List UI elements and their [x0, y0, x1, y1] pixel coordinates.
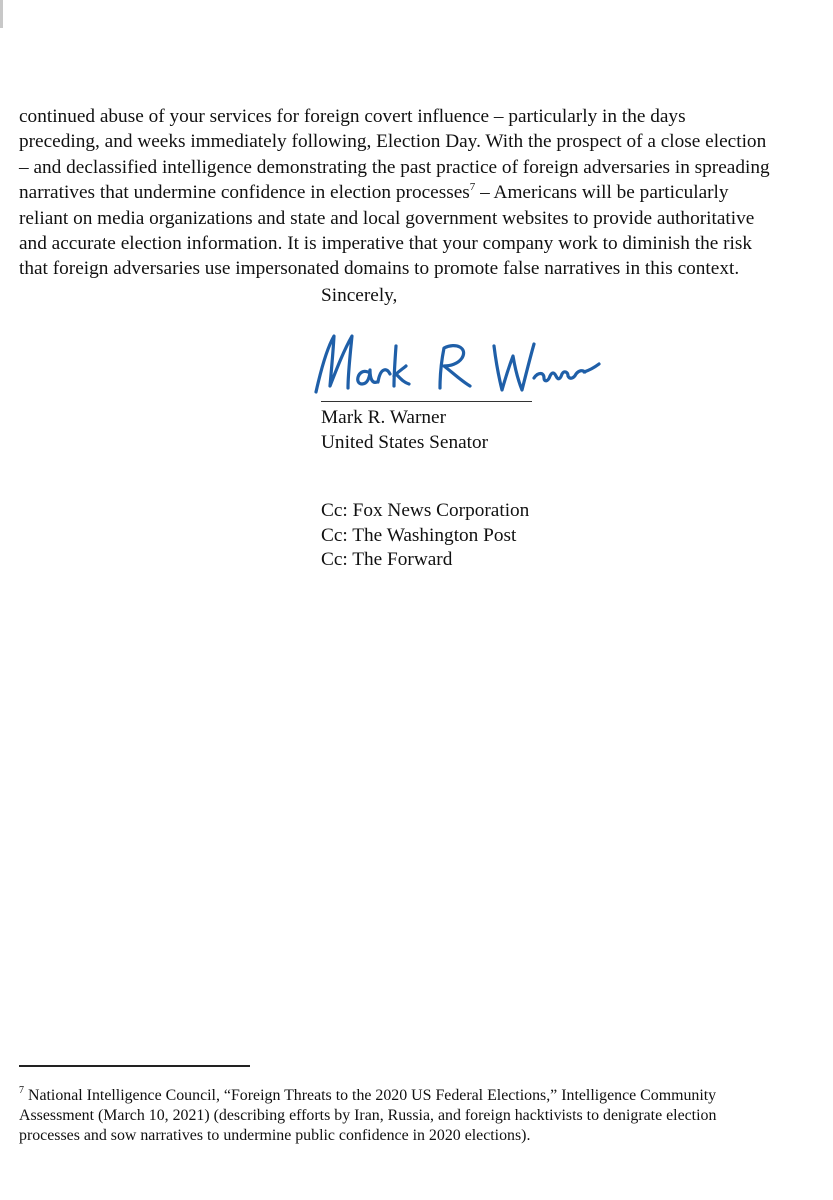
signature-stroke [584, 364, 599, 372]
footnote-separator [19, 1065, 250, 1067]
signer-title: United States Senator [321, 432, 489, 453]
body-line: preceding, and weeks immediately following, Election Day. With the prospect of a close election [19, 131, 767, 153]
signature-stroke [378, 370, 390, 382]
body-line: reliant on media organizations and state and local government websites to provide authoritative [19, 207, 755, 229]
cc-item: Cc: The Washington Post [321, 524, 517, 546]
body-line-text-continued: – Americans will be particularly [475, 182, 729, 204]
scan-edge-mark [0, 0, 3, 28]
footnote [19, 1086, 819, 1147]
closing-salutation: Sincerely, [321, 285, 398, 306]
footnote-line-text: National Intelligence Council, “Foreign Threats to the 2020 US Federal Elections,” Intelligence Community [24, 1087, 717, 1104]
signature-stroke [394, 346, 409, 386]
footnote-line: Assessment (March 10, 2021) (describing efforts by Iran, Russia, and foreign hacktivists to denigrate election [19, 1107, 717, 1125]
signature-stroke [440, 346, 470, 388]
signature-stroke [316, 336, 352, 392]
signer-name: Mark R. Warner [321, 407, 446, 428]
body-line-with-footnote [19, 180, 819, 205]
cc-item: Cc: Fox News Corporation [321, 500, 530, 521]
body-line: – and declassified intelligence demonstrating the past practice of foreign adversaries in spreading [19, 156, 770, 178]
signature-stroke [534, 371, 585, 381]
footnote-line: processes and sow narratives to undermine public confidence in 2020 elections). [19, 1127, 531, 1145]
body-line-text: narratives that undermine confidence in election processes [19, 182, 470, 204]
signer-block [321, 405, 488, 455]
signature-stroke [358, 370, 377, 384]
footnote-reference[interactable]: 7 [469, 180, 476, 193]
cc-list [321, 499, 529, 573]
letter-body-paragraph [19, 104, 819, 282]
footnote-line [19, 1086, 819, 1106]
signature-stroke [494, 344, 534, 390]
body-line: continued abuse of your services for foreign covert influence – particularly in the days [19, 106, 686, 127]
footnote-number: 7 [19, 1084, 24, 1096]
handwritten-signature [306, 322, 606, 402]
cc-item: Cc: The Forward [321, 549, 453, 570]
body-line: that foreign adversaries use impersonated domains to promote false narratives in this context. [19, 258, 740, 280]
signature-line [321, 401, 532, 402]
body-line: and accurate election information. It is imperative that your company work to diminish the risk [19, 233, 753, 255]
